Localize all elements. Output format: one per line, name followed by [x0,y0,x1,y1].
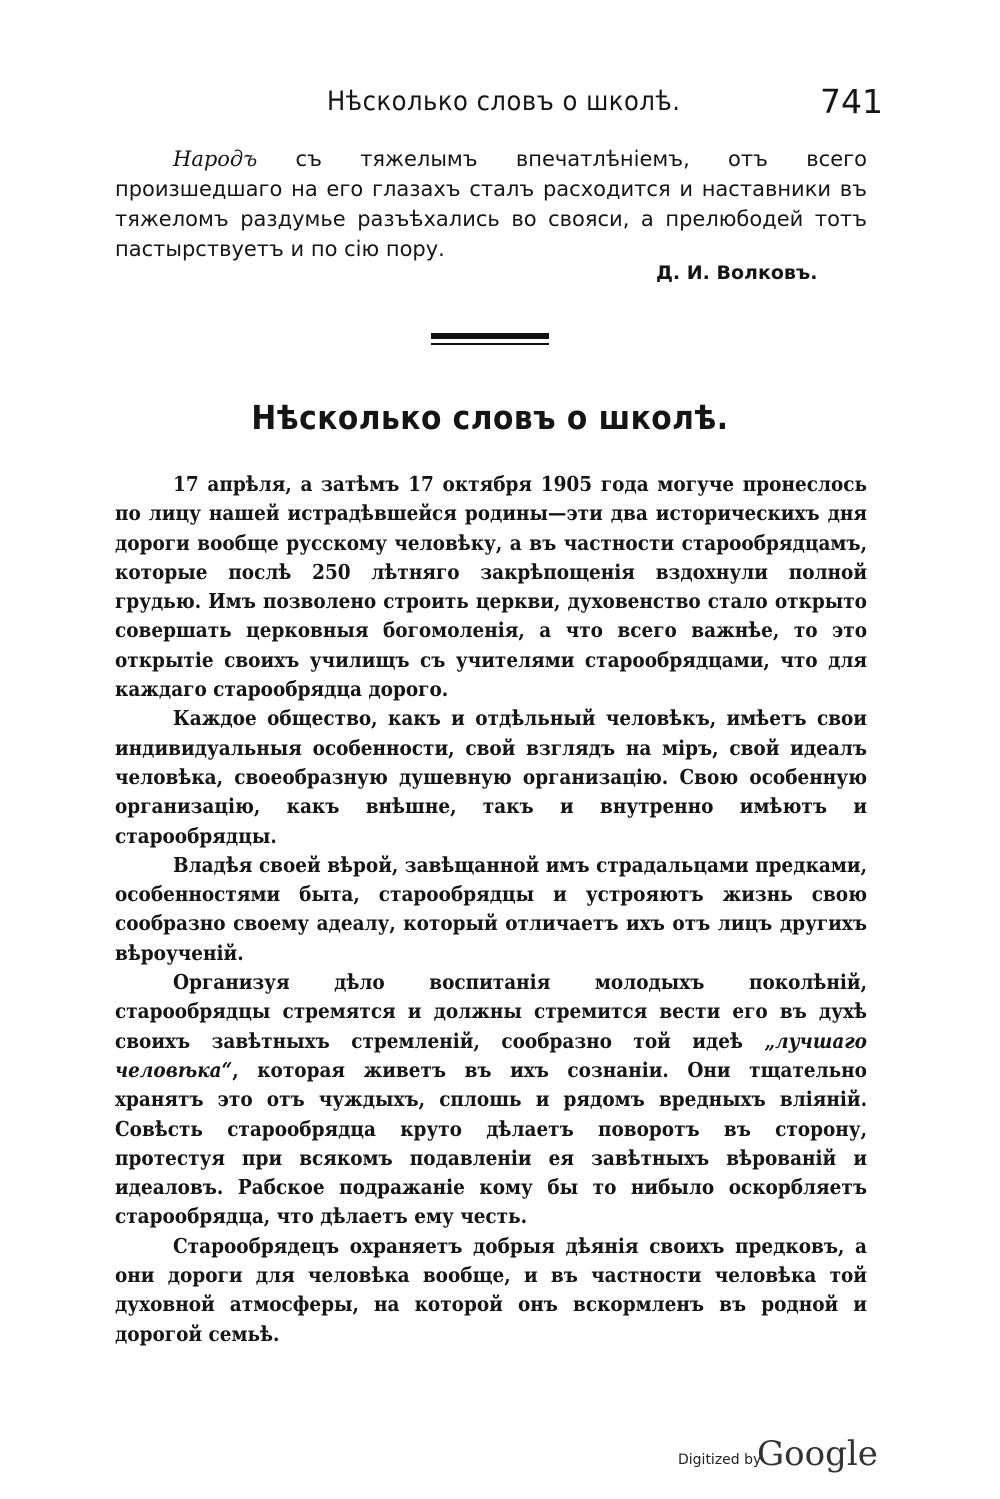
paragraph-4-after: , которая живетъ въ ихъ сознаніи. Они тщательно хранятъ это отъ чуждыхъ, сплошь и рядомъ вредныхъ вліяній. Совѣсть старообрядца круто дѣлаетъ поворотъ въ сторону, протестуя при всякомъ подавленіи ея завѣтныхъ вѣрованій и идеаловъ. Рабское подражаніе кому бы то нибыло оскорбляетъ старообрядца, что дѣлаетъ ему честь. [115,1057,867,1229]
running-title: Нѣсколько словъ о школѣ. [327,86,681,117]
article-body [115,470,867,1349]
article-paragraph-3: Владѣя своей вѣрой, завѣщанной имъ страдальцами предками, особенностями быта, старообрядцы и устрояютъ жизнь свою сообразно своему адеалу, который отличаетъ ихъ отъ лицъ другихъ вѣроученій. [115,852,867,965]
article-title: Нѣсколько словъ о школѣ. [251,398,729,437]
previous-article-text: съ тяжелымъ впечатлѣніемъ, отъ всего произшедшаго на его глазахъ сталъ расходится и наставники въ тяжеломъ раздумье разъѣхались во свояси, а прелюбодей тотъ пастырствуетъ и по сію пору. [115,147,867,261]
paragraph-4-before: Организуя дѣло воспитанія молодыхъ поколѣній, старообрядцы стремятся и должны стремится вести его въ духѣ своихъ завѣтныхъ стремленій, сообразно той идеѣ [115,970,867,1053]
page-number: 741 [820,82,883,121]
previous-article-ending [115,144,867,264]
article-paragraph-4 [115,968,867,1232]
lead-word: Народъ [173,147,258,171]
running-head [0,82,1000,122]
divider-thick-rule [431,333,549,339]
article-paragraph-5: Старообрядецъ охраняетъ добрыя дѣянія своихъ предковъ, а они дороги для человѣка вообще, и въ частности человѣка той духовной атмосферы, на которой онъ вскормленъ въ родной и дорогой семьѣ. [115,1233,867,1346]
google-logo: Google [757,1434,878,1474]
section-divider [431,333,549,347]
article-paragraph-1: 17 апрѣля, а затѣмъ 17 октября 1905 года могуче пронеслось по лицу нашей истрадѣвшейся родины—эти два историческихъ дня дороги вообще русскому человѣку, а въ частности старообрядцамъ, которые послѣ 250 лѣтняго закрѣпощенія вздохнули полной грудью. Имъ позволено строить церкви, духовенство стало открыто совершать церковныя богомоленія, а что всего важнѣе, то это открытіе своихъ училищъ съ учителями старообрядцами, что для каждаго старообрядца дорого. [115,472,867,702]
previous-article-paragraph [115,144,867,264]
article-paragraph-2: Каждое общество, какъ и отдѣльный человѣкъ, имѣетъ свои индивидуальныя особенности, свой взглядъ на міръ, свой идеалъ человѣка, своеобразную душевную организацію. Свою особенную организацію, какъ внѣшне, такъ и внутренно имѣютъ и старообрядцы. [115,706,867,848]
author-signature: Д. И. Волковъ. [656,262,818,284]
divider-thin-rule [431,343,549,345]
digitized-by-label: Digitized by [678,1452,762,1468]
emphasis-quote: „лучшаго человѣка“ [115,1028,867,1082]
